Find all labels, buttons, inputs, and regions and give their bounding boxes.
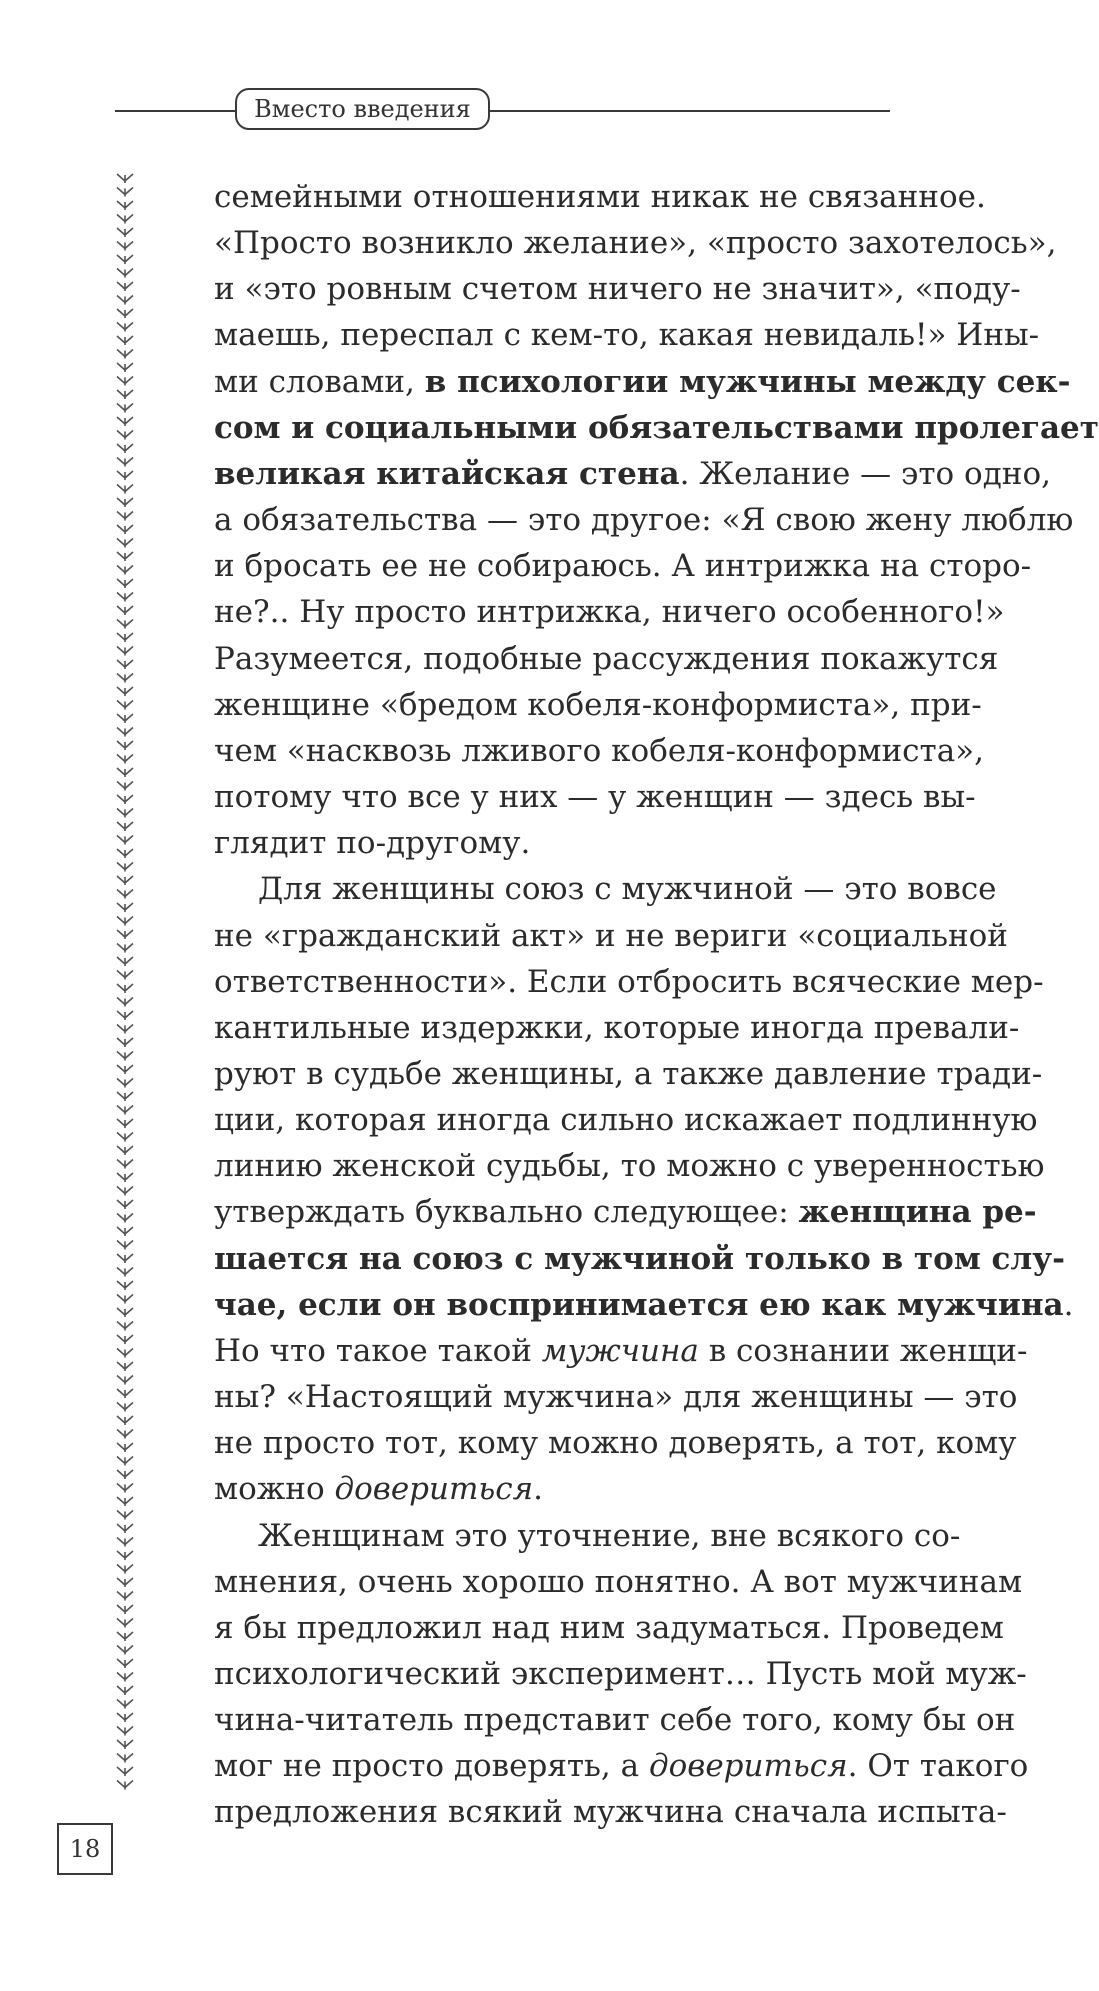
ornament-chevron <box>117 1146 133 1155</box>
ornament-chevron <box>117 1092 133 1101</box>
ornament-chevron <box>117 417 133 426</box>
ornament-chevron <box>117 1119 133 1128</box>
text-line <box>214 359 1071 405</box>
ornament-chevron <box>117 1389 133 1398</box>
ornament-chevron <box>117 323 133 332</box>
text-line <box>214 1236 1065 1282</box>
ornament-chevron <box>117 174 133 183</box>
ornament-chevron <box>117 660 133 669</box>
text-line <box>214 1374 1018 1420</box>
ornament-chevron <box>117 1727 133 1736</box>
text-line <box>214 1513 961 1559</box>
text-run: предложения всякий мужчина сначала испыта- <box>214 1794 1007 1831</box>
text-run: чина-читатель представит себе того, кому бы он <box>214 1702 1016 1739</box>
ornament-chevron <box>117 228 133 237</box>
text-run: в сознании женщи- <box>698 1332 1028 1369</box>
ornament-chevron <box>117 714 133 723</box>
text-line <box>214 1051 1043 1097</box>
ornament-chevron <box>117 633 133 642</box>
ornament-chevron <box>117 1430 133 1439</box>
ornament-chevron <box>117 404 133 413</box>
ornament-chevron <box>117 1038 133 1047</box>
ornament-chevron <box>117 579 133 588</box>
ornament-chevron <box>117 1484 133 1493</box>
ornament-chevron <box>117 1011 133 1020</box>
text-run: . От такого <box>847 1748 1029 1785</box>
text-run: . Желание — это одно, <box>679 455 1051 492</box>
ornament-chevron <box>117 512 133 521</box>
text-line <box>214 405 1099 451</box>
ornament-chevron <box>117 998 133 1007</box>
text-line <box>214 866 997 912</box>
text-run: ции, которая иногда сильно искажает подлинную <box>214 1102 1038 1139</box>
text-run: ответственности». Если отбросить всяческие мер- <box>214 963 1044 1000</box>
ornament-chevron <box>117 782 133 791</box>
text-run: не?.. Ну просто интрижка, ничего особенного!» <box>214 594 1005 631</box>
ornament-chevron <box>117 1605 133 1614</box>
italic-text: довериться <box>334 1471 534 1508</box>
ornament-chevron <box>117 755 133 764</box>
ornament-chevron <box>117 1443 133 1452</box>
ornament-chevron <box>117 1754 133 1763</box>
ornament-chevron <box>117 701 133 710</box>
text-line <box>214 1605 1004 1651</box>
ornament-chevron <box>117 1106 133 1115</box>
text-run: маешь, переспал с кем-то, какая невидаль!» Ины- <box>214 317 1040 354</box>
ornament-chevron <box>117 890 133 899</box>
ornament-chevron <box>117 1133 133 1142</box>
ornament-chevron <box>117 309 133 318</box>
ornament-chevron <box>117 1619 133 1628</box>
header-rule-left <box>115 110 237 112</box>
ornament-chevron <box>117 1659 133 1668</box>
ornament-chevron <box>117 1686 133 1695</box>
ornament-chevron <box>117 431 133 440</box>
ornament-chevron <box>117 620 133 629</box>
ornament-chevron <box>117 269 133 278</box>
ornament-chevron <box>117 593 133 602</box>
ornament-chevron <box>117 1781 133 1790</box>
ornament-chevron <box>117 1497 133 1506</box>
text-line <box>214 312 1040 358</box>
text-run: можно <box>214 1471 335 1508</box>
ornament-chevron <box>117 1416 133 1425</box>
ornament-chevron <box>117 1403 133 1412</box>
bold-text: великая китайская стена <box>214 455 680 492</box>
ornament-chevron <box>117 1227 133 1236</box>
text-line <box>214 1097 1038 1143</box>
text-line <box>214 1466 894 1512</box>
text-run: . <box>533 1471 544 1508</box>
ornament-chevron <box>117 1254 133 1263</box>
text-line <box>214 589 1005 635</box>
text-run: мог не просто доверять, а <box>214 1748 649 1785</box>
ornament-chevron <box>117 1362 133 1371</box>
text-run: женщине «бредом кобеля-конформиста», при- <box>214 686 982 723</box>
text-line <box>214 1651 1027 1697</box>
text-run: Женщинам это уточнение, вне всякого со- <box>258 1517 961 1554</box>
text-run: линию женской судьбы, то можно с уверенностью <box>214 1148 1045 1185</box>
ornament-chevron <box>117 1538 133 1547</box>
ornament-chevron <box>117 1592 133 1601</box>
text-run: ми словами, <box>214 363 425 400</box>
ornament-chevron <box>117 971 133 980</box>
ornament-chevron <box>117 1646 133 1655</box>
ornament-chevron <box>117 188 133 197</box>
ornament-chevron <box>117 471 133 480</box>
ornament-chevron <box>117 363 133 372</box>
ornament-chevron <box>117 1511 133 1520</box>
ornament-chevron <box>117 1673 133 1682</box>
ornament-chevron <box>117 606 133 615</box>
text-run: «Просто возникло желание», «просто захотелось», <box>214 225 1057 262</box>
ornament-chevron <box>117 566 133 575</box>
ornament-chevron <box>117 1376 133 1385</box>
text-line <box>214 1420 1017 1466</box>
ornament-chevron <box>117 201 133 210</box>
text-run: не «гражданский акт» и не вериги «социальной <box>214 917 1008 954</box>
ornament-chevron <box>117 822 133 831</box>
running-header-label: Вместо введения <box>235 88 490 130</box>
text-line <box>214 1189 1037 1235</box>
text-line <box>214 728 984 774</box>
ornament-chevron <box>117 957 133 966</box>
ornament-chevron <box>117 768 133 777</box>
ornament-chevron <box>117 1457 133 1466</box>
ornament-chevron <box>117 1740 133 1749</box>
text-line <box>214 1005 1020 1051</box>
ornament-chevron <box>117 390 133 399</box>
ornament-chevron <box>117 539 133 548</box>
text-run: кантильные издержки, которые иногда превали- <box>214 1009 1020 1046</box>
ornament-chevron <box>117 1308 133 1317</box>
bold-text: в психологии мужчины между сек- <box>424 363 1071 400</box>
text-run: не просто тот, кому можно доверять, а тот, кому <box>214 1425 1017 1462</box>
text-run: . <box>1063 1286 1074 1323</box>
ornament-chevron <box>117 525 133 534</box>
ornament-chevron <box>117 1200 133 1209</box>
text-line <box>214 959 1044 1005</box>
text-line <box>214 913 1008 959</box>
italic-text: мужчина <box>541 1332 699 1369</box>
text-line <box>214 451 1051 497</box>
ornament-chevron <box>117 1052 133 1061</box>
ornament-chevron <box>117 377 133 386</box>
ornament-chevron <box>117 741 133 750</box>
ornament-chevron <box>117 1700 133 1709</box>
ornament-chevron <box>117 1065 133 1074</box>
ornament-chevron <box>117 1268 133 1277</box>
ornament-chevron <box>117 728 133 737</box>
ornament-chevron <box>117 1322 133 1331</box>
italic-text: довериться <box>648 1748 848 1785</box>
ornament-chevron <box>117 1767 133 1776</box>
bold-text: сом и социальными обязательствами пролегает <box>214 409 1099 446</box>
ornament-chevron <box>117 1713 133 1722</box>
text-line <box>214 266 1021 312</box>
text-run: глядит по-другому. <box>214 825 531 862</box>
text-line <box>214 1743 1029 1789</box>
ornament-chevron <box>117 984 133 993</box>
text-run: и бросать ее не собираюсь. А интрижка на сторо- <box>214 548 1032 585</box>
ornament-chevron <box>117 647 133 656</box>
header-rule-right <box>490 110 890 112</box>
ornament-chevron <box>117 215 133 224</box>
ornament-chevron <box>117 1187 133 1196</box>
text-run: потому что все у них — у женщин — здесь вы- <box>214 779 976 816</box>
text-run: утверждать буквально следующее: <box>214 1194 799 1231</box>
ornament-chevron <box>117 1578 133 1587</box>
ornament-chevron <box>117 1281 133 1290</box>
ornament-chevron <box>117 296 133 305</box>
body-text <box>214 174 1099 1836</box>
ornament-chevron <box>117 836 133 845</box>
ornament-chevron <box>117 917 133 926</box>
decorative-ornament-border <box>114 172 136 1794</box>
ornament-chevron <box>117 795 133 804</box>
ornament-chevron <box>117 1335 133 1344</box>
ornament-chevron <box>117 809 133 818</box>
text-run: Разумеется, подобные рассуждения покажутся <box>214 640 999 677</box>
text-run: чем «насквозь лживого кобеля-конформиста», <box>214 732 984 769</box>
ornament-chevron <box>117 903 133 912</box>
ornament-chevron <box>117 1632 133 1641</box>
ornament-chevron <box>117 336 133 345</box>
ornament-chevron <box>117 1524 133 1533</box>
text-run: и «это ровным счетом ничего не значит», «поду- <box>214 271 1021 308</box>
ornament-chevron <box>117 255 133 264</box>
ornament-chevron <box>117 930 133 939</box>
bold-text: чае, если он воспринимается ею как мужчина <box>214 1286 1064 1323</box>
ornament-chevron <box>117 1173 133 1182</box>
ornament-chevron <box>117 1349 133 1358</box>
ornament-chevron <box>117 444 133 453</box>
text-line <box>214 636 999 682</box>
text-line <box>214 1282 1074 1328</box>
ornament-chevron <box>117 1214 133 1223</box>
text-run: я бы предложил над ним задуматься. Проведем <box>214 1609 1004 1646</box>
text-run: психологический эксперимент… Пусть мой муж- <box>214 1656 1027 1692</box>
ornament-chevron <box>117 1470 133 1479</box>
ornament-chevron <box>117 1551 133 1560</box>
text-line <box>214 820 894 866</box>
ornament-chevron <box>117 876 133 885</box>
bold-text: женщина ре- <box>798 1194 1037 1231</box>
ornament-chevron <box>117 1160 133 1169</box>
ornament-chevron <box>117 282 133 291</box>
text-run: а обязательства — это другое: «Я свою жену люблю <box>214 502 1074 539</box>
ornament-chevron <box>117 1295 133 1304</box>
ornament-chevron <box>117 498 133 507</box>
text-line <box>214 1559 1023 1605</box>
ornament-chevron <box>117 350 133 359</box>
ornament-chevron <box>117 863 133 872</box>
text-line <box>214 1789 1007 1835</box>
text-line <box>214 1697 1016 1743</box>
text-run: ны? «Настоящий мужчина» для женщины — это <box>214 1379 1018 1416</box>
text-line <box>214 220 1057 266</box>
text-line <box>214 682 982 728</box>
text-line <box>214 1328 1028 1374</box>
ornament-chevron <box>117 674 133 683</box>
text-run: Для женщины союз с мужчиной — это вовсе <box>258 871 997 908</box>
ornament-chevron <box>117 1079 133 1088</box>
text-run: Но что такое такой <box>214 1332 542 1369</box>
ornament-chevron <box>117 242 133 251</box>
ornament-chevron <box>117 552 133 561</box>
text-line <box>214 543 1032 589</box>
ornament-chevron <box>117 849 133 858</box>
text-line <box>214 1143 1045 1189</box>
text-line <box>214 774 976 820</box>
text-run: семейными отношениями никак не связанное. <box>214 179 986 215</box>
ornament-chevron <box>117 1025 133 1034</box>
text-line <box>214 497 1074 543</box>
ornament-chevron <box>117 1241 133 1250</box>
text-run: мнения, очень хорошо понятно. А вот мужчинам <box>214 1563 1023 1600</box>
ornament-chevron <box>117 944 133 953</box>
bold-text: шается на союз с мужчиной только в том слу- <box>214 1240 1065 1277</box>
text-line <box>214 174 986 220</box>
ornament-chevron <box>117 1565 133 1574</box>
page-number: 18 <box>57 1823 113 1875</box>
text-run: руют в судьбе женщины, а также давление тради- <box>214 1055 1043 1092</box>
ornament-chevron <box>117 485 133 494</box>
ornament-chevron <box>117 687 133 696</box>
ornament-chevron <box>117 458 133 467</box>
